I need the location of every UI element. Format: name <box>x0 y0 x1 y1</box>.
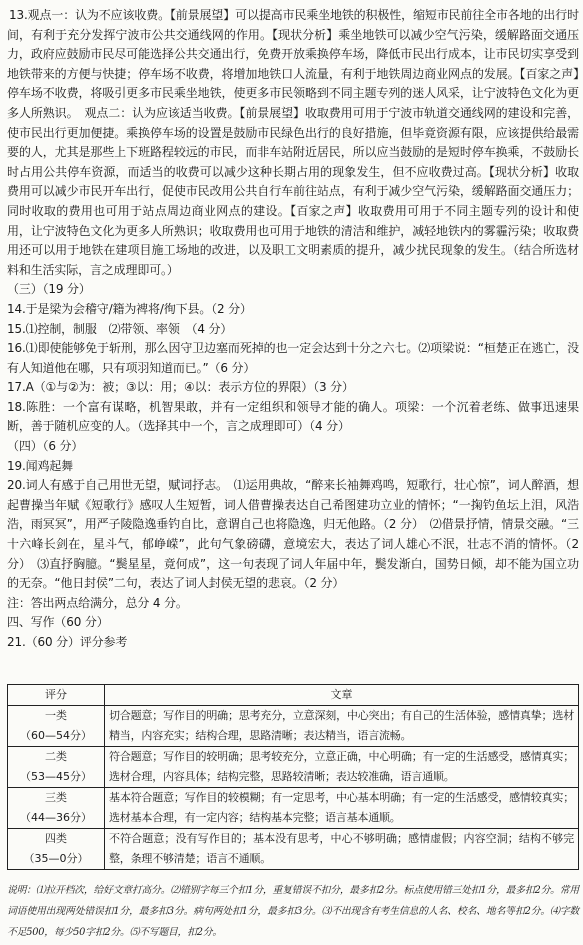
rubric-grade-cell <box>8 747 105 788</box>
scoring-note: 注：答出两点给满分，总分 4 分。 <box>7 595 188 610</box>
rubric-grade-range: （44—36分） <box>20 811 92 824</box>
question-16-answer: 16.⑴即使能够免于斩刑，那么因守卫边塞而死掉的也一定会达到十分之六七。⑵项梁说：“桓楚正在逃亡，没有人知道他在哪，只有项羽知道而已。”（6 分） <box>7 341 579 375</box>
rubric-grade-cell <box>8 829 105 870</box>
question-13-answer: 13.观点一：认为不应该收费。【前景展望】可以提高市民乘坐地铁的积极性，缩短市民前往全市各地的出行时间，有利于充分发挥宁波市公共交通线网的作用。【现状分析】乘坐地铁可以减少空气污染，缓解路面交通压力，政府应鼓励市民尽可能选择公共交通出行，免费开放乘换停车场，降低市民出行成本，让市民切实享受到地铁带来的方便与快捷；停车场不收费，将增加地铁口人流量，有利于地铁周边商业网点的发展。【百家之声】停车场不收费，将吸引更多市民乘坐地铁，使更多市民领略到不同主题专列的迷人风采，让宁波特色文化为更多人所熟识。 观点二：认为应该适当收费。【前景展望】收取费用可用于宁波市轨道交通线网的建设和完善，使市民出行更加便捷。乘换停车场的设置是鼓励市民绿色出行的良好措施，但毕竟资源有限，应该提供给最需要的人，尤其是那些上下班路程较远的市民，而非车站附近居民，所以应当鼓励的是短时停车换乘，不鼓励长时占用公共停车资源，而适当的收费可以减少这种长期占用的现象发生，但不应收费过高。【现状分析】收取费用可以减少市民开车出行，促使市民改用公共自行车前往站点，有利于减少空气污染，缓解路面交通压力；同时收取的费用也可用于站点周边商业网点的建设。【百家之声】收取费用可用于不同主题专列的设计和使用，让宁波特色文化为更多人所熟识；收取费用也可用于地铁的清洁和维护，减轻地铁内的雾霾污染；收取费用还可以用于地铁在建项目施工场地的改进，以及职工文明素质的提升，减少扰民现象的发生。（结合所选材料和生活实际，言之成理即可。） <box>7 8 579 277</box>
rubric-description: 符合题意；写作目的较明确；思考较充分，立意正确，中心明确；有一定的生活感受，感情真实；选材合理，内容具体；结构完整，思路较清晰；表达较准确，语言通顺。 <box>105 747 579 788</box>
question-14-answer: 14.于是梁为会稽守/籍为裨将/徇下县。（2 分） <box>7 301 252 316</box>
rubric-grade-cell <box>8 788 105 829</box>
question-19-answer: 19.闻鸡起舞 <box>7 458 74 473</box>
rubric-grade-level: 一类 <box>45 709 67 722</box>
rubric-description: 不符合题意；没有写作目的；基本没有思考，中心不够明确；感情虚假；内容空洞；结构不够完整，条理不够清楚；语言不通顺。 <box>105 829 579 870</box>
rubric-grade-level: 三类 <box>45 791 67 804</box>
rubric-grade-cell <box>8 706 105 747</box>
rubric-grade-level: 二类 <box>45 750 67 763</box>
rubric-header-grade: 评分 <box>8 685 105 706</box>
rubric-header-essay: 文章 <box>105 685 579 706</box>
rubric-grade-range: （60—54分） <box>20 729 92 742</box>
rubric-row <box>8 829 579 870</box>
question-18-answer: 18.陈胜：一个富有谋略，机智果敢，并有一定组织和领导才能的确人。项梁：一个沉着老练、做事迅速果断，善于随机应变的人。（选择其中一个，言之成理即可）（4 分） <box>7 399 579 434</box>
question-15-answer: 15.⑴控制，制服 ⑵带领、率领 （4 分） <box>7 321 233 336</box>
rubric-description: 基本符合题意；写作目的较模糊；有一定思考，中心基本明确；有一定的生活感受，感情较真实；选材基本合理，有一定内容；结构基本完整；语言基本通顺。 <box>105 788 579 829</box>
question-20-answer: 20.词人有感于自己用世无望，赋词抒志。 ⑴运用典故，“醉来长袖舞鸡鸣，短歌行，壮心惊”，词人醉酒，想起曹操当年赋《短歌行》感叹人生短暂，词人借曹操表达自己希图建功立业的情怀；“一掬钓鱼坛上泪，风浩浩，雨冥冥”，用严子陵隐逸垂钓自比，意谓自己也将隐逸，归无他路。（2 分） ⑵借景抒情，情景交融。“三十六峰长剑在，星斗气，郁峥嵘”，此句气象磅礴，意境宏大，表达了词人雄心不泯，壮志不消的情怀。（2 分） ⑶直抒胸臆。“鬓星星，竟何成”，这一句表现了词人年届中年，鬓发渐白，国势日倾，却不能为国立功的无奈。“他日封侯”二句，表达了词人封侯无望的悲哀。（2 分） <box>7 478 579 591</box>
writing-section-heading: 四、写作（60 分） <box>7 615 109 630</box>
rubric-row <box>8 706 579 747</box>
question-21-heading: 21.（60 分）评分参考 <box>7 635 128 649</box>
section-3-heading: （三）（19 分） <box>7 282 91 297</box>
rubric-footnote: 说明：⑴拉开档次，给好文章打高分。⑵错别字每三个扣1分，重复错误不扣分，最多扣2分。标点使用错三处扣1分，最多扣2分。常用词语使用出现两处错误扣1分，最多扣3分。病句两处扣1分，最多扣3分。⑶不出现含有考生信息的人名、校名、地名等扣2分。⑷字数不足500，每少50字扣2分。⑸不写题目，扣2分。 <box>7 885 579 938</box>
rubric-row <box>8 747 579 788</box>
rubric-grade-range: （53—45分） <box>20 770 92 783</box>
rubric-grade-level: 四类 <box>45 832 67 845</box>
scoring-rubric-table <box>7 684 579 870</box>
rubric-description: 切合题意；写作目的明确；思考充分，立意深刻，中心突出；有自己的生活体验，感情真挚；选材精当，内容充实；结构合理，思路清晰；表达精当，语言流畅。 <box>105 706 579 747</box>
rubric-header-row <box>8 685 579 706</box>
question-17-answer: 17.A（①与②为：被；③以：用；④以：表示方位的界限）（3 分） <box>7 380 354 395</box>
rubric-grade-range: （35—0分） <box>23 852 89 865</box>
answer-body <box>7 6 579 653</box>
section-4-heading: （四）（6 分） <box>7 439 84 454</box>
rubric-row <box>8 788 579 829</box>
